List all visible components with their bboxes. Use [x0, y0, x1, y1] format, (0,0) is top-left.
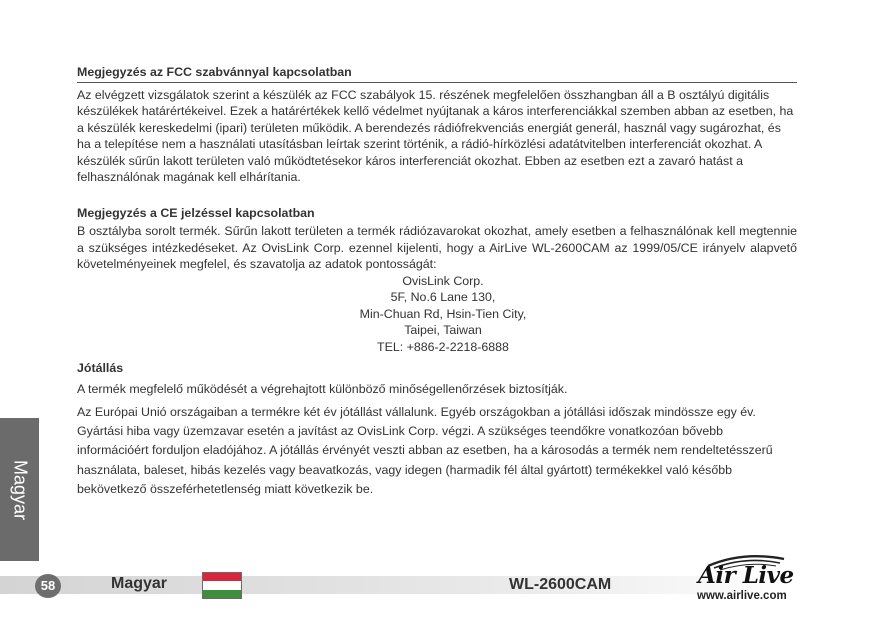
flag-stripe-green: [203, 590, 241, 598]
warranty-section: [77, 360, 797, 499]
address-line-1: 5F, No.6 Lane 130,: [390, 290, 496, 304]
page-number-badge: 58: [35, 574, 61, 598]
fcc-heading: Megjegyzés az FCC szabvánnyal kapcsolatban: [77, 64, 797, 83]
footer-model-name: WL-2600CAM: [509, 576, 612, 593]
address-company: OvisLink Corp.: [402, 273, 484, 288]
warranty-heading: Jótállás: [77, 361, 124, 375]
hungarian-flag-icon: [202, 572, 242, 599]
ce-paragraph: B osztályba sorolt termék. Sűrűn lakott területen a termék rádiózavarokat okozhat, amely esetben a felhasználónak kell megtennie a szükséges intézkedéseket. Az OvisLink Corp. ezennel kijelenti, hogy a AirLive WL-2600CAM az 1999/05/CE irányelv alapvető követelményeinek megfelel, és szavatolja az adatok pontosságát:: [77, 224, 797, 271]
document-body: [77, 64, 797, 499]
address-line-2: Min-Chuan Rd, Hsin-Tien City,: [359, 306, 527, 321]
footer-language: Magyar: [111, 575, 168, 592]
warranty-paragraph-2: Az Európai Unió országaiban a termékre két év jótállást vállalunk. Egyéb országokban a jótállási időszak mindössze egy év. Gyártási hiba vagy üzemzavar esetén a javítást az OvisLink Corp. végzi. A szükséges teendőkre vonatkozóan bővebb információért forduljon eladójához. A jótállás érvényét veszti abban az esetben, ha a károsodás a termék nem rendeltetésszerű használata, baleset, hibás kezelés vagy beavatkozás, vagy idegen (harmadik fél által gyártott) termékekkel való később bekövetkező összeférhetetlenség miatt következik be.: [77, 404, 773, 496]
airlive-logo: [688, 553, 818, 605]
logo-website: www.airlive.com: [697, 590, 787, 602]
warranty-paragraph-1: A termék megfelelő működését a végrehajtott különböző minőségellenőrzések biztosítják.: [77, 381, 568, 396]
fcc-paragraph: Az elvégzett vizsgálatok szerint a készülék az FCC szabályok 15. részének megfelelően összhangban áll a B osztályú digitális készülékek határértékeivel. Ezek a határértékek kellő védelmet nyújtanak a káros interferenciákkal szemben abban az esetben, ha a készülék kereskedelmi (ipari) területen működik. A berendezés rádiófrekvenciás energiát generál, használ vagy sugározhat, és ha a telepítése nem a használati utasításban leírtak szerint történik, a rádió-hírközlési adatátvitelben interferenciát okozhat. A készülék sűrűn lakott területen való működtetésekor káros interferenciát okozhat. Ebben az esetben ezt a zavaró hatást a felhasználónak magának kell elhárítania.: [77, 87, 794, 184]
flag-stripe-white: [203, 581, 241, 589]
logo-wordmark: Air Live: [698, 562, 794, 589]
side-tab-label: Magyar: [10, 459, 30, 520]
address-line-3: Taipei, Taiwan: [404, 323, 482, 337]
language-side-tab: [0, 418, 39, 561]
address-telephone: TEL: +886-2-2218-6888: [377, 339, 509, 354]
flag-stripe-red: [203, 573, 241, 581]
ce-heading: Megjegyzés a CE jelzéssel kapcsolatban: [77, 205, 315, 220]
company-address: [89, 273, 797, 356]
